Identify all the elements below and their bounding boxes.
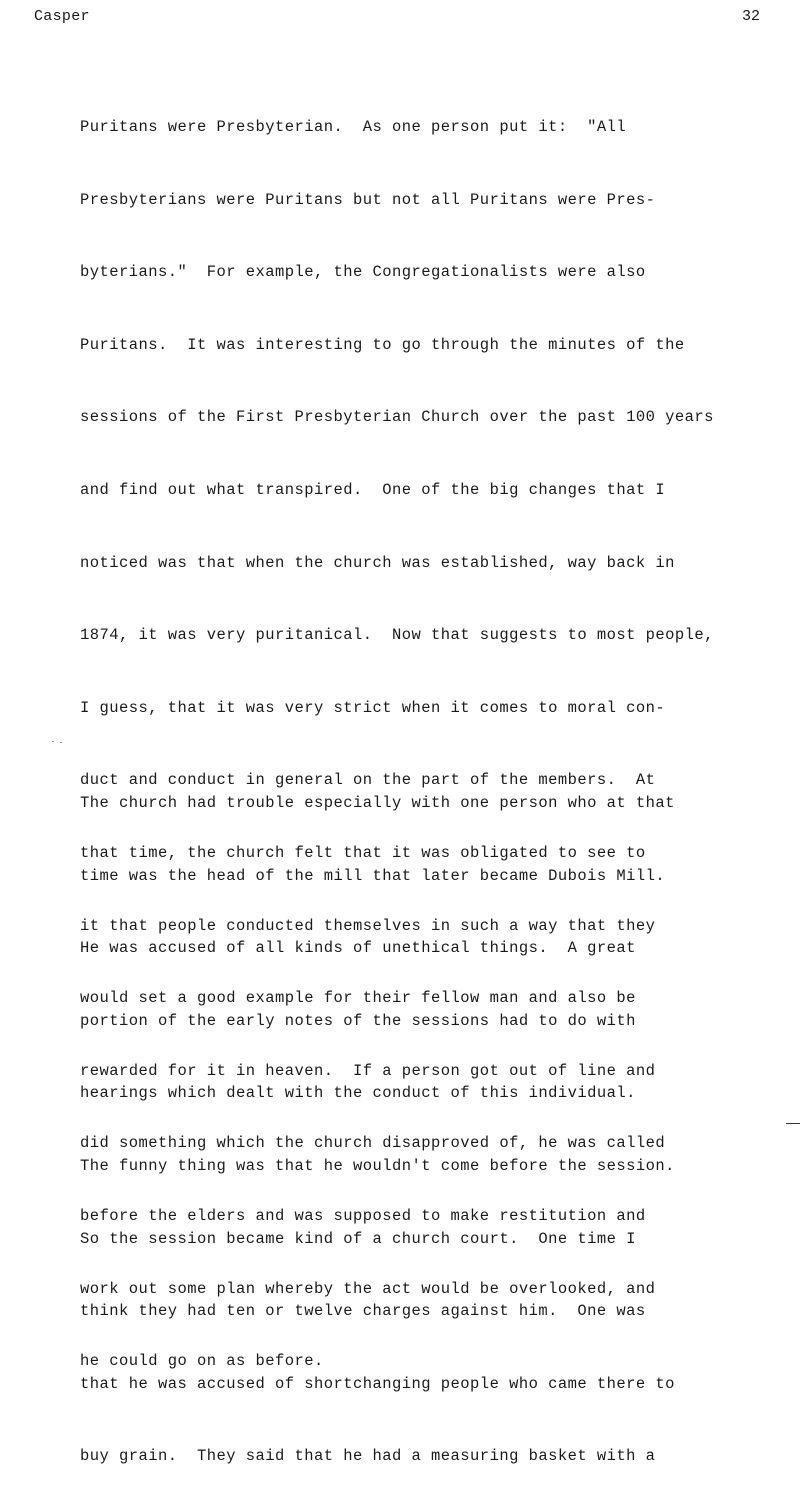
text-line: byterians." For example, the Congregationalists were also bbox=[80, 263, 646, 282]
text-line: sessions of the First Presbyterian Church over the past 100 years bbox=[80, 408, 714, 427]
text-line: hearings which dealt with the conduct of this individual. bbox=[80, 1084, 636, 1103]
text-line: time was the head of the mill that later became Dubois Mill. bbox=[80, 866, 666, 885]
text-line: portion of the early notes of the sessions had to do with bbox=[80, 1011, 636, 1030]
text-line: So the session became kind of a church court. One time I bbox=[80, 1229, 636, 1248]
text-line: noticed was that when the church was established, way back in bbox=[80, 553, 675, 572]
text-line: he could go on as before. bbox=[80, 1352, 324, 1371]
text-line: did something which the church disapproved of, he was called bbox=[80, 1134, 666, 1153]
text-line: would set a good example for their fellow man and also be bbox=[80, 989, 636, 1008]
page-number: 32 bbox=[742, 8, 761, 25]
text-line: it that people conducted themselves in such a way that they bbox=[80, 916, 656, 935]
text-line: The church had trouble especially with one person who at that bbox=[80, 794, 675, 812]
text-line: I guess, that it was very strict when it comes to moral con- bbox=[80, 698, 666, 717]
margin-mark bbox=[786, 1123, 800, 1124]
text-line: Puritans were Presbyterian. As one person put it: "All bbox=[80, 118, 627, 136]
text-line: Puritans. It was interesting to go through the minutes of the bbox=[80, 335, 685, 354]
paragraph bbox=[80, 749, 792, 1511]
text-line: that time, the church felt that it was obligated to see to bbox=[80, 843, 646, 862]
text-line: He was accused of all kinds of unethical things. A great bbox=[80, 939, 636, 958]
text-line: buy grain. They said that he had a measuring basket with a bbox=[80, 1447, 656, 1466]
scan-speck bbox=[52, 741, 54, 742]
text-line: before the elders and was supposed to make restitution and bbox=[80, 1206, 646, 1225]
text-line: work out some plan whereby the act would be overlooked, and bbox=[80, 1279, 656, 1298]
text-line: and find out what transpired. One of the big changes that I bbox=[80, 480, 666, 499]
text-line: that he was accused of shortchanging people who came there to bbox=[80, 1374, 675, 1393]
text-line: rewarded for it in heaven. If a person got out of line and bbox=[80, 1061, 656, 1080]
running-header-author: Casper bbox=[34, 8, 90, 25]
text-line: The funny thing was that he wouldn't come before the session. bbox=[80, 1156, 675, 1175]
scan-speck bbox=[60, 742, 62, 743]
text-line: 1874, it was very puritanical. Now that suggests to most people, bbox=[80, 626, 714, 645]
text-line: duct and conduct in general on the part of the members. At bbox=[80, 771, 656, 790]
text-line: Presbyterians were Puritans but not all Puritans were Pres- bbox=[80, 190, 656, 209]
text-line: think they had ten or twelve charges against him. One was bbox=[80, 1302, 646, 1321]
